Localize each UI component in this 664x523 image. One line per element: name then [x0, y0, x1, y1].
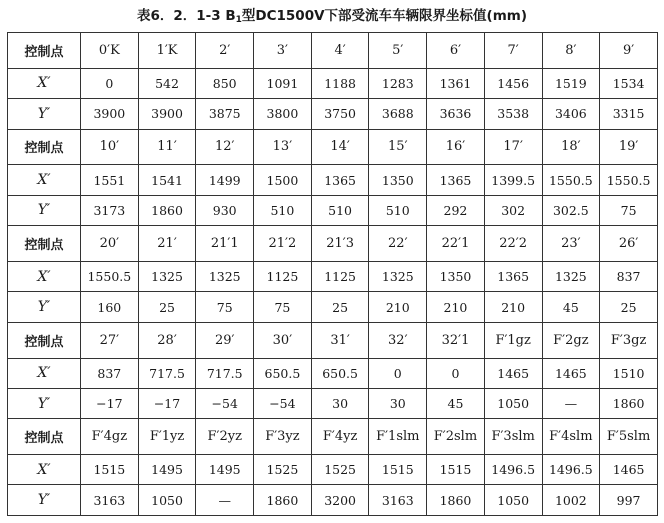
control-point-row — [8, 419, 658, 455]
y-coordinate-row — [8, 292, 658, 322]
control-point-cell: 30′ — [254, 322, 312, 358]
control-point-cell: 32′ — [369, 322, 427, 358]
control-point-cell: 18′ — [542, 129, 600, 165]
y-value-cell: 3538 — [484, 99, 542, 129]
x-axis-label: X′ — [8, 165, 81, 195]
x-value-cell: 1510 — [600, 358, 658, 388]
y-value-cell: 30 — [311, 388, 369, 418]
x-value-cell: 0 — [427, 358, 485, 388]
control-point-cell: 0′K — [81, 33, 139, 69]
y-value-cell: 210 — [484, 292, 542, 322]
title-post: 型DC1500V下部受流车车辆限界坐标值(mm) — [241, 8, 528, 24]
y-value-cell: 3688 — [369, 99, 427, 129]
control-point-cell: 6′ — [427, 33, 485, 69]
x-value-cell: 1496.5 — [484, 455, 542, 485]
y-value-cell: 930 — [196, 195, 254, 225]
x-axis-label: X′ — [8, 455, 81, 485]
x-value-cell: 0 — [81, 68, 139, 98]
control-point-cell: 15′ — [369, 129, 427, 165]
y-coordinate-row — [8, 388, 658, 418]
control-point-cell: 21′1 — [196, 226, 254, 262]
y-value-cell: 997 — [600, 485, 658, 516]
x-value-cell: 1125 — [311, 261, 369, 291]
x-value-cell: 1465 — [484, 358, 542, 388]
control-point-cell: 8′ — [542, 33, 600, 69]
y-value-cell: 302 — [484, 195, 542, 225]
control-point-cell: 7′ — [484, 33, 542, 69]
x-value-cell: 1350 — [427, 261, 485, 291]
y-value-cell: 3800 — [254, 99, 312, 129]
x-value-cell: 1551 — [81, 165, 139, 195]
x-value-cell: 1525 — [311, 455, 369, 485]
y-value-cell: — — [542, 388, 600, 418]
y-value-cell: 210 — [427, 292, 485, 322]
x-value-cell: 1515 — [369, 455, 427, 485]
y-value-cell: 30 — [369, 388, 427, 418]
vehicle-gauge-table — [7, 32, 658, 516]
control-point-cell: 17′ — [484, 129, 542, 165]
control-point-cell: 4′ — [311, 33, 369, 69]
control-point-cell: 19′ — [600, 129, 658, 165]
control-point-row — [8, 322, 658, 358]
y-value-cell: 3163 — [369, 485, 427, 516]
x-value-cell: 1541 — [138, 165, 196, 195]
y-value-cell: 1860 — [138, 195, 196, 225]
x-axis-label: X′ — [8, 68, 81, 98]
y-value-cell: 25 — [311, 292, 369, 322]
control-point-cell: 16′ — [427, 129, 485, 165]
y-value-cell: 1050 — [484, 388, 542, 418]
control-point-cell: 10′ — [81, 129, 139, 165]
x-value-cell: 1325 — [369, 261, 427, 291]
y-value-cell: −17 — [81, 388, 139, 418]
y-value-cell: 75 — [196, 292, 254, 322]
y-value-cell: 3173 — [81, 195, 139, 225]
x-value-cell: 1550.5 — [81, 261, 139, 291]
y-value-cell: 3406 — [542, 99, 600, 129]
control-point-cell: 20′ — [81, 226, 139, 262]
x-value-cell: 1519 — [542, 68, 600, 98]
y-value-cell: 3900 — [138, 99, 196, 129]
control-point-cell: 3′ — [254, 33, 312, 69]
y-value-cell: 510 — [369, 195, 427, 225]
y-coordinate-row — [8, 195, 658, 225]
control-point-cell: 13′ — [254, 129, 312, 165]
x-value-cell: 1515 — [81, 455, 139, 485]
y-value-cell: 510 — [254, 195, 312, 225]
x-value-cell: 1500 — [254, 165, 312, 195]
control-point-cell: 27′ — [81, 322, 139, 358]
control-point-cell: 32′1 — [427, 322, 485, 358]
x-coordinate-row — [8, 358, 658, 388]
y-axis-label: Y′ — [8, 485, 81, 516]
control-point-row — [8, 226, 658, 262]
control-point-row — [8, 33, 658, 69]
y-value-cell: 1860 — [427, 485, 485, 516]
control-point-cell: 22′2 — [484, 226, 542, 262]
control-point-cell: 31′ — [311, 322, 369, 358]
control-point-cell: 22′1 — [427, 226, 485, 262]
y-coordinate-row — [8, 485, 658, 516]
control-point-header: 控制点 — [8, 322, 81, 358]
y-value-cell: 45 — [427, 388, 485, 418]
y-value-cell: 3636 — [427, 99, 485, 129]
y-value-cell: — — [196, 485, 254, 516]
y-value-cell: 510 — [311, 195, 369, 225]
control-point-cell: F′3slm — [484, 419, 542, 455]
x-value-cell: 1125 — [254, 261, 312, 291]
x-value-cell: 1091 — [254, 68, 312, 98]
control-point-cell: F′1gz — [484, 322, 542, 358]
control-point-cell: F′3yz — [254, 419, 312, 455]
x-value-cell: 1465 — [542, 358, 600, 388]
control-point-cell: 12′ — [196, 129, 254, 165]
x-value-cell: 1496.5 — [542, 455, 600, 485]
x-value-cell: 1550.5 — [542, 165, 600, 195]
y-value-cell: 3900 — [81, 99, 139, 129]
control-point-cell: 1′K — [138, 33, 196, 69]
vehicle-gauge-table-body — [8, 33, 658, 516]
x-value-cell: 1325 — [196, 261, 254, 291]
y-value-cell: −54 — [196, 388, 254, 418]
y-value-cell: 1050 — [138, 485, 196, 516]
y-value-cell: 45 — [542, 292, 600, 322]
control-point-cell: F′2slm — [427, 419, 485, 455]
control-point-cell: 2′ — [196, 33, 254, 69]
control-point-cell: 14′ — [311, 129, 369, 165]
control-point-row — [8, 129, 658, 165]
control-point-cell: F′4slm — [542, 419, 600, 455]
control-point-cell: F′4yz — [311, 419, 369, 455]
x-coordinate-row — [8, 68, 658, 98]
x-value-cell: 1465 — [600, 455, 658, 485]
x-value-cell: 1325 — [138, 261, 196, 291]
y-value-cell: 75 — [254, 292, 312, 322]
x-value-cell: 0 — [369, 358, 427, 388]
control-point-cell: F′1yz — [138, 419, 196, 455]
control-point-cell: F′4gz — [81, 419, 139, 455]
x-value-cell: 1365 — [484, 261, 542, 291]
x-value-cell: 837 — [600, 261, 658, 291]
y-value-cell: −17 — [138, 388, 196, 418]
x-value-cell: 1350 — [369, 165, 427, 195]
x-value-cell: 1515 — [427, 455, 485, 485]
y-value-cell: 3750 — [311, 99, 369, 129]
y-value-cell: 75 — [600, 195, 658, 225]
x-value-cell: 542 — [138, 68, 196, 98]
y-axis-label: Y′ — [8, 292, 81, 322]
y-value-cell: 1860 — [600, 388, 658, 418]
x-value-cell: 717.5 — [138, 358, 196, 388]
control-point-cell: 21′2 — [254, 226, 312, 262]
y-value-cell: 302.5 — [542, 195, 600, 225]
x-value-cell: 1188 — [311, 68, 369, 98]
control-point-cell: 11′ — [138, 129, 196, 165]
x-value-cell: 850 — [196, 68, 254, 98]
y-value-cell: 3200 — [311, 485, 369, 516]
y-value-cell: 1860 — [254, 485, 312, 516]
control-point-cell: 21′ — [138, 226, 196, 262]
control-point-cell: 26′ — [600, 226, 658, 262]
control-point-cell: F′2gz — [542, 322, 600, 358]
control-point-cell: F′3gz — [600, 322, 658, 358]
x-value-cell: 650.5 — [311, 358, 369, 388]
x-value-cell: 837 — [81, 358, 139, 388]
control-point-cell: 28′ — [138, 322, 196, 358]
x-value-cell: 1456 — [484, 68, 542, 98]
title-pre: 表6．2．1-3 B — [136, 8, 236, 24]
x-value-cell: 1495 — [138, 455, 196, 485]
y-axis-label: Y′ — [8, 195, 81, 225]
x-value-cell: 1525 — [254, 455, 312, 485]
control-point-header: 控制点 — [8, 129, 81, 165]
x-coordinate-row — [8, 455, 658, 485]
y-value-cell: 160 — [81, 292, 139, 322]
y-axis-label: Y′ — [8, 99, 81, 129]
x-value-cell: 1399.5 — [484, 165, 542, 195]
x-value-cell: 1495 — [196, 455, 254, 485]
y-value-cell: 3315 — [600, 99, 658, 129]
y-axis-label: Y′ — [8, 388, 81, 418]
x-value-cell: 1365 — [427, 165, 485, 195]
x-value-cell: 650.5 — [254, 358, 312, 388]
control-point-header: 控制点 — [8, 419, 81, 455]
y-value-cell: 25 — [600, 292, 658, 322]
x-axis-label: X′ — [8, 358, 81, 388]
x-value-cell: 1283 — [369, 68, 427, 98]
x-axis-label: X′ — [8, 261, 81, 291]
y-value-cell: 3875 — [196, 99, 254, 129]
control-point-header: 控制点 — [8, 226, 81, 262]
control-point-header: 控制点 — [8, 33, 81, 69]
control-point-cell: F′5slm — [600, 419, 658, 455]
title-subscript: 1 — [235, 15, 242, 25]
control-point-cell: 23′ — [542, 226, 600, 262]
x-coordinate-row — [8, 261, 658, 291]
y-value-cell: 25 — [138, 292, 196, 322]
control-point-cell: F′2yz — [196, 419, 254, 455]
control-point-cell: 22′ — [369, 226, 427, 262]
y-value-cell: 3163 — [81, 485, 139, 516]
table-title — [0, 4, 664, 25]
x-value-cell: 1325 — [542, 261, 600, 291]
x-value-cell: 1361 — [427, 68, 485, 98]
x-value-cell: 1550.5 — [600, 165, 658, 195]
x-value-cell: 1534 — [600, 68, 658, 98]
y-value-cell: 1002 — [542, 485, 600, 516]
y-value-cell: 1050 — [484, 485, 542, 516]
control-point-cell: 29′ — [196, 322, 254, 358]
y-value-cell: 210 — [369, 292, 427, 322]
y-value-cell: −54 — [254, 388, 312, 418]
x-coordinate-row — [8, 165, 658, 195]
x-value-cell: 717.5 — [196, 358, 254, 388]
control-point-cell: 21′3 — [311, 226, 369, 262]
x-value-cell: 1365 — [311, 165, 369, 195]
control-point-cell: F′1slm — [369, 419, 427, 455]
x-value-cell: 1499 — [196, 165, 254, 195]
control-point-cell: 5′ — [369, 33, 427, 69]
y-value-cell: 292 — [427, 195, 485, 225]
y-coordinate-row — [8, 99, 658, 129]
control-point-cell: 9′ — [600, 33, 658, 69]
